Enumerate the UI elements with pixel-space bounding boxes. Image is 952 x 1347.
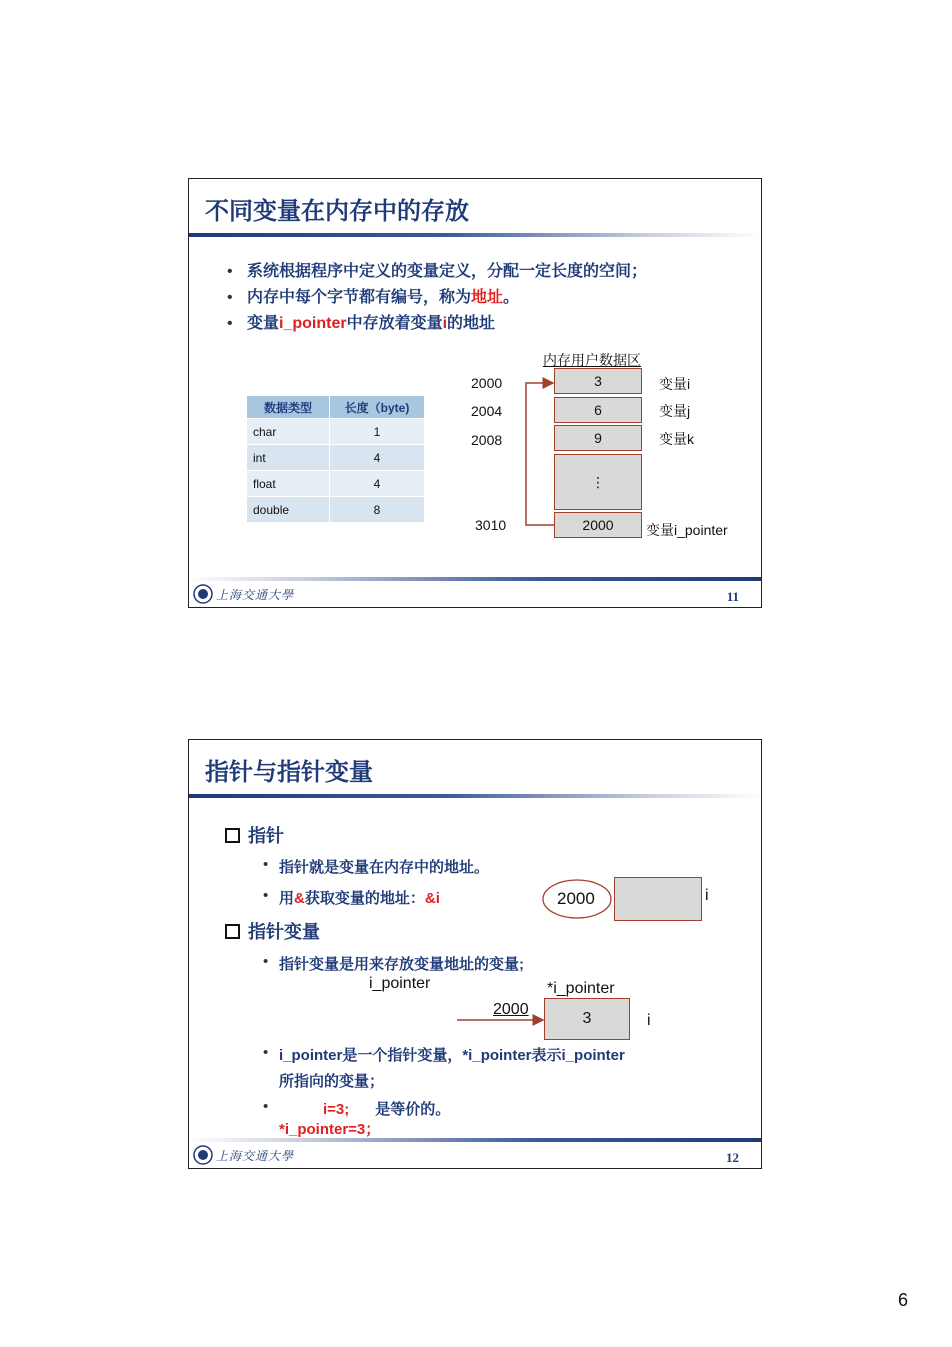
variable-label: 变量k: [659, 431, 694, 447]
column-header: 数据类型: [247, 396, 330, 419]
sub-bullet: • i_pointer是一个指针变量，*i_pointer表示i_pointer: [261, 1044, 625, 1065]
table-cell: 1: [330, 419, 425, 445]
seal-icon: [193, 1145, 213, 1165]
section-heading: 指针: [225, 822, 284, 848]
logo-text: 上海交通大學: [216, 1148, 295, 1163]
table-cell: 4: [330, 445, 425, 471]
sub-bullet: • 用&获取变量的地址：&i: [261, 887, 440, 908]
slide-12: [188, 739, 762, 1169]
pointer-arrow: [189, 179, 761, 607]
sub-bullet: • 指针变量是用来存放变量地址的变量;: [261, 953, 524, 974]
bullet-item: • 内存中每个字节都有编号，称为地址。: [225, 285, 647, 311]
memory-cell: 2000: [554, 512, 642, 538]
column-header: 长度（byte): [330, 396, 425, 419]
pointer-label: i_pointer: [369, 975, 431, 992]
footer-divider: [189, 1138, 761, 1142]
sub-bullet: • 指针就是变量在内存中的地址。: [261, 856, 489, 877]
address-label: 3010: [475, 517, 507, 533]
memory-cell: 3: [554, 368, 642, 394]
memory-cell: 9: [554, 425, 642, 451]
variable-label: 变量i: [659, 376, 691, 392]
memory-cell: 6: [554, 397, 642, 423]
arrow-value: 2000: [493, 1001, 529, 1018]
address-label: 2008: [471, 432, 503, 448]
bullet-item: • 系统根据程序中定义的变量定义，分配一定长度的空间；: [225, 259, 647, 285]
variable-label: i: [705, 887, 709, 904]
seal-icon: [193, 584, 213, 604]
equivalent-statement: *i_pointer=3；: [279, 1121, 381, 1138]
memory-caption: 内存用户数据区: [543, 352, 641, 368]
variable-box: 3: [544, 998, 630, 1040]
table-cell: float: [247, 471, 330, 497]
bullet-item: • 变量i_pointer中存放着变量i的地址: [225, 311, 647, 337]
table-cell: 8: [330, 497, 425, 523]
university-logo: [193, 1144, 294, 1166]
deref-label: *i_pointer: [547, 980, 615, 997]
document-page-number: 6: [898, 1290, 909, 1310]
slide-page-number: 11: [726, 589, 739, 604]
table-cell: char: [247, 419, 330, 445]
table-cell: int: [247, 445, 330, 471]
address-label: 2004: [471, 403, 503, 419]
variable-label: i: [647, 1012, 651, 1029]
variable-label: 变量i_pointer: [646, 522, 728, 538]
slide-page-number: 12: [726, 1150, 739, 1165]
sub-bullet: • i=3; 是等价的。: [261, 1098, 450, 1119]
section-heading: 指针变量: [225, 918, 320, 944]
table-cell: 4: [330, 471, 425, 497]
table-cell: double: [247, 497, 330, 523]
logo-text: 上海交通大學: [216, 587, 295, 602]
address-label: 2000: [471, 375, 503, 391]
memory-cell-ellipsis: ⋮: [554, 454, 642, 510]
footer-divider: [189, 577, 761, 581]
sub-bullet-continuation: 所指向的变量；: [279, 1073, 385, 1090]
slide-title: 不同变量在内存中的存放: [205, 198, 469, 225]
slide-11: [188, 178, 762, 608]
variable-label: 变量j: [659, 403, 691, 419]
university-logo: [193, 583, 294, 605]
ellipse-value: 2000: [557, 889, 595, 908]
slide-title: 指针与指针变量: [205, 759, 373, 786]
